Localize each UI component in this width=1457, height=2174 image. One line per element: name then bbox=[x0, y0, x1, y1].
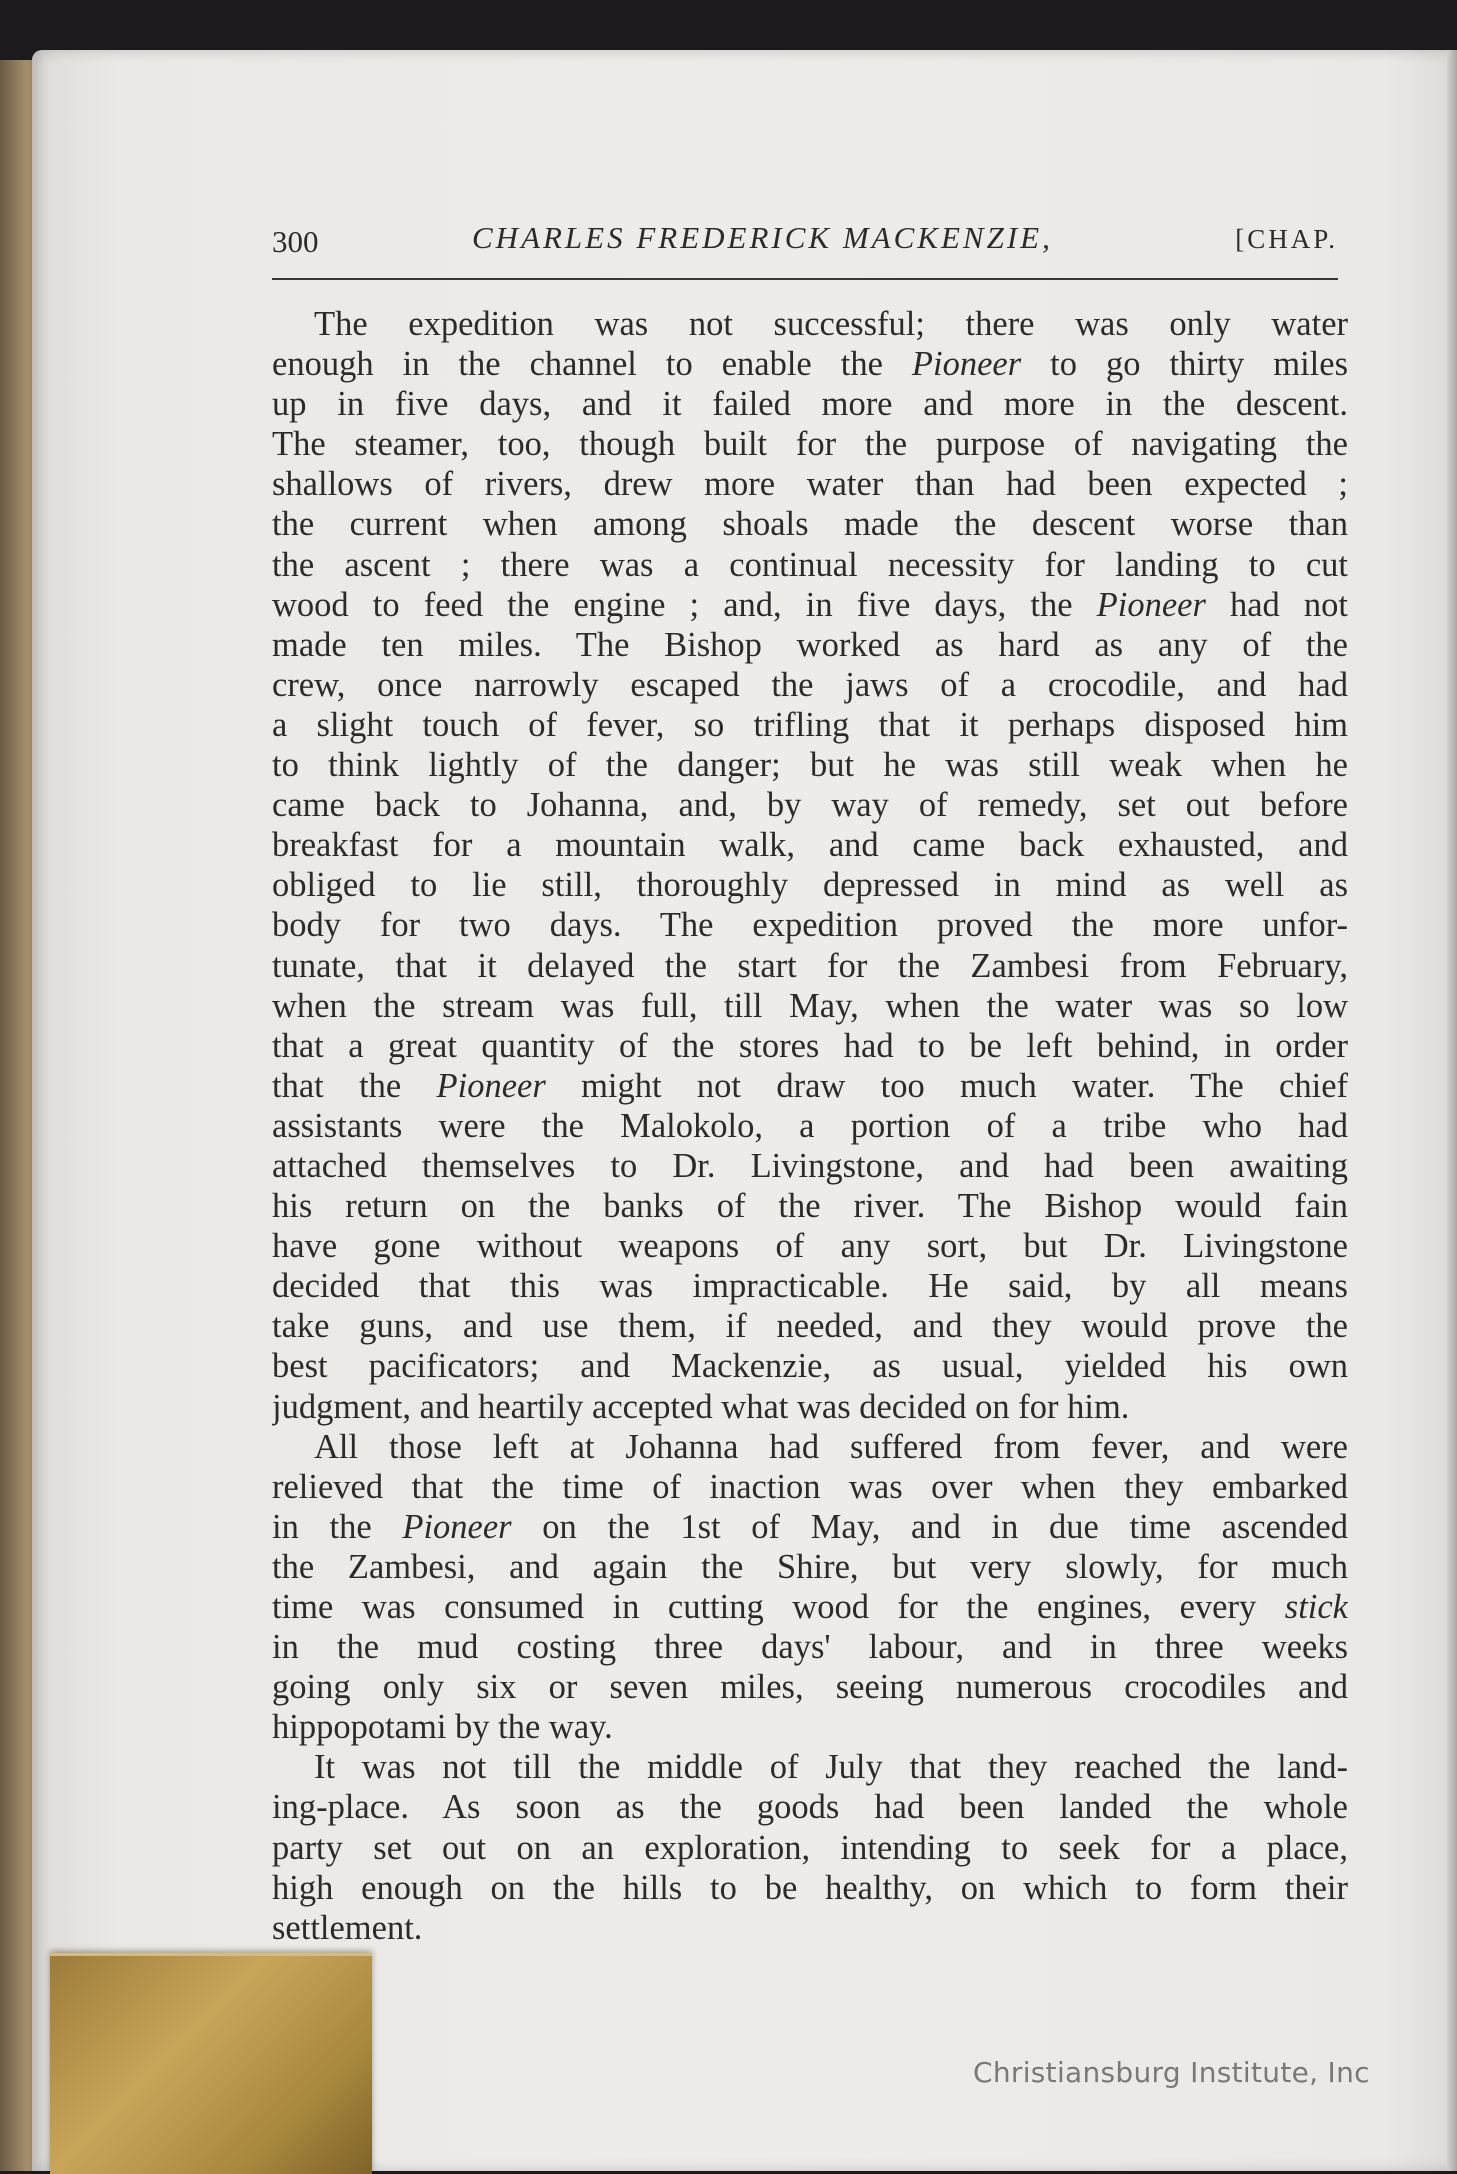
text-line: breakfast for a mountain walk, and came back exhausted, and bbox=[272, 826, 1348, 865]
body-text bbox=[272, 304, 1348, 1948]
text-segment: wood to feed the engine ; and, in five days, the bbox=[272, 585, 1097, 624]
text-segment: on the 1st of May, and in due time ascended bbox=[511, 1507, 1348, 1546]
text-segment: to go thirty miles bbox=[1021, 345, 1348, 384]
italic-text: Pioneer bbox=[436, 1066, 546, 1105]
text-line bbox=[272, 585, 1348, 625]
text-line: party set out on an exploration, intending to seek for a place, bbox=[272, 1828, 1348, 1867]
italic-text: Pioneer bbox=[1096, 585, 1206, 624]
text-line: take guns, and use them, if needed, and they would prove the bbox=[272, 1307, 1348, 1346]
text-line: up in five days, and it failed more and more in the descent. bbox=[272, 385, 1348, 424]
text-line: the current when among shoals made the descent worse than bbox=[272, 505, 1348, 544]
text-line bbox=[272, 1066, 1348, 1106]
text-line: decided that this was impracticable. He said, by all means bbox=[272, 1267, 1348, 1306]
text-segment: in the bbox=[272, 1507, 403, 1546]
text-line: high enough on the hills to be healthy, on which to form their bbox=[272, 1868, 1348, 1907]
running-title: CHARLES FREDERICK MACKENZIE, bbox=[472, 220, 1053, 255]
text-line bbox=[272, 344, 1348, 384]
text-segment: that the bbox=[272, 1066, 437, 1105]
text-line bbox=[272, 1587, 1348, 1627]
text-line: body for two days. The expedition proved the more unfor- bbox=[272, 906, 1348, 945]
text-line: attached themselves to Dr. Livingstone, and had been awaiting bbox=[272, 1146, 1348, 1185]
text-line: hippopotami by the way. bbox=[272, 1708, 613, 1747]
text-line: came back to Johanna, and, by way of remedy, set out before bbox=[272, 786, 1348, 825]
text-segment: had not bbox=[1205, 585, 1348, 624]
text-line: shallows of rivers, drew more water than had been expected ; bbox=[272, 465, 1348, 504]
text-line: when the stream was full, till May, when the water was so low bbox=[272, 986, 1348, 1025]
text-line: that a great quantity of the stores had to be left behind, in order bbox=[272, 1026, 1348, 1065]
page-right-edge bbox=[1447, 50, 1457, 2171]
text-line: crew, once narrowly escaped the jaws of a crocodile, and had bbox=[272, 665, 1348, 704]
text-segment: enough in the channel to enable the bbox=[272, 345, 912, 384]
text-line: ing-place. As soon as the goods had been landed the whole bbox=[272, 1788, 1348, 1827]
text-line: The steamer, too, though built for the purpose of navigating the bbox=[272, 425, 1348, 464]
chapter-mark: [CHAP. bbox=[1235, 224, 1338, 254]
text-line bbox=[272, 1507, 1348, 1547]
watermark: Christiansburg Institute, Inc bbox=[973, 2056, 1370, 2089]
text-line: It was not till the middle of July that they reached the land- bbox=[314, 1748, 1348, 1787]
text-line: judgment, and heartily accepted what was decided on for him. bbox=[272, 1387, 1130, 1426]
text-line: the ascent ; there was a continual necessity for landing to cut bbox=[272, 545, 1348, 584]
italic-text: stick bbox=[1284, 1588, 1348, 1626]
text-line: going only six or seven miles, seeing numerous crocodiles and bbox=[272, 1668, 1348, 1707]
text-line: obliged to lie still, thoroughly depressed in mind as well as bbox=[272, 866, 1348, 905]
text-line: The expedition was not successful; there was only water bbox=[314, 305, 1348, 343]
page-number: 300 bbox=[272, 224, 319, 259]
text-line: All those left at Johanna had suffered from fever, and were bbox=[314, 1427, 1348, 1466]
text-line: best pacificators; and Mackenzie, as usual, yielded his own bbox=[272, 1347, 1348, 1386]
text-line: relieved that the time of inaction was over when they embarked bbox=[272, 1467, 1348, 1506]
text-line: his return on the banks of the river. The Bishop would fain bbox=[272, 1187, 1348, 1226]
text-segment: might not draw too much water. The chief bbox=[545, 1066, 1348, 1105]
text-line: made ten miles. The Bishop worked as hard as any of the bbox=[272, 625, 1348, 664]
italic-text: Pioneer bbox=[402, 1507, 512, 1546]
text-segment: time was consumed in cutting wood for the engines, every bbox=[272, 1588, 1285, 1626]
text-line: in the mud costing three days' labour, and in three weeks bbox=[272, 1628, 1348, 1667]
text-line: a slight touch of fever, so trifling that it perhaps disposed him bbox=[272, 705, 1348, 744]
bookmark-tab bbox=[50, 1953, 372, 2174]
italic-text: Pioneer bbox=[911, 345, 1022, 384]
header-rule bbox=[272, 278, 1338, 280]
text-line: settlement. bbox=[272, 1908, 423, 1947]
text-line: assistants were the Malokolo, a portion of a tribe who had bbox=[272, 1106, 1348, 1145]
text-line: have gone without weapons of any sort, but Dr. Livingstone bbox=[272, 1227, 1348, 1266]
text-line: tunate, that it delayed the start for the Zambesi from February, bbox=[272, 946, 1348, 985]
running-header bbox=[272, 220, 1338, 264]
text-line: to think lightly of the danger; but he was still weak when he bbox=[272, 746, 1348, 785]
text-line: the Zambesi, and again the Shire, but very slowly, for much bbox=[272, 1547, 1348, 1586]
